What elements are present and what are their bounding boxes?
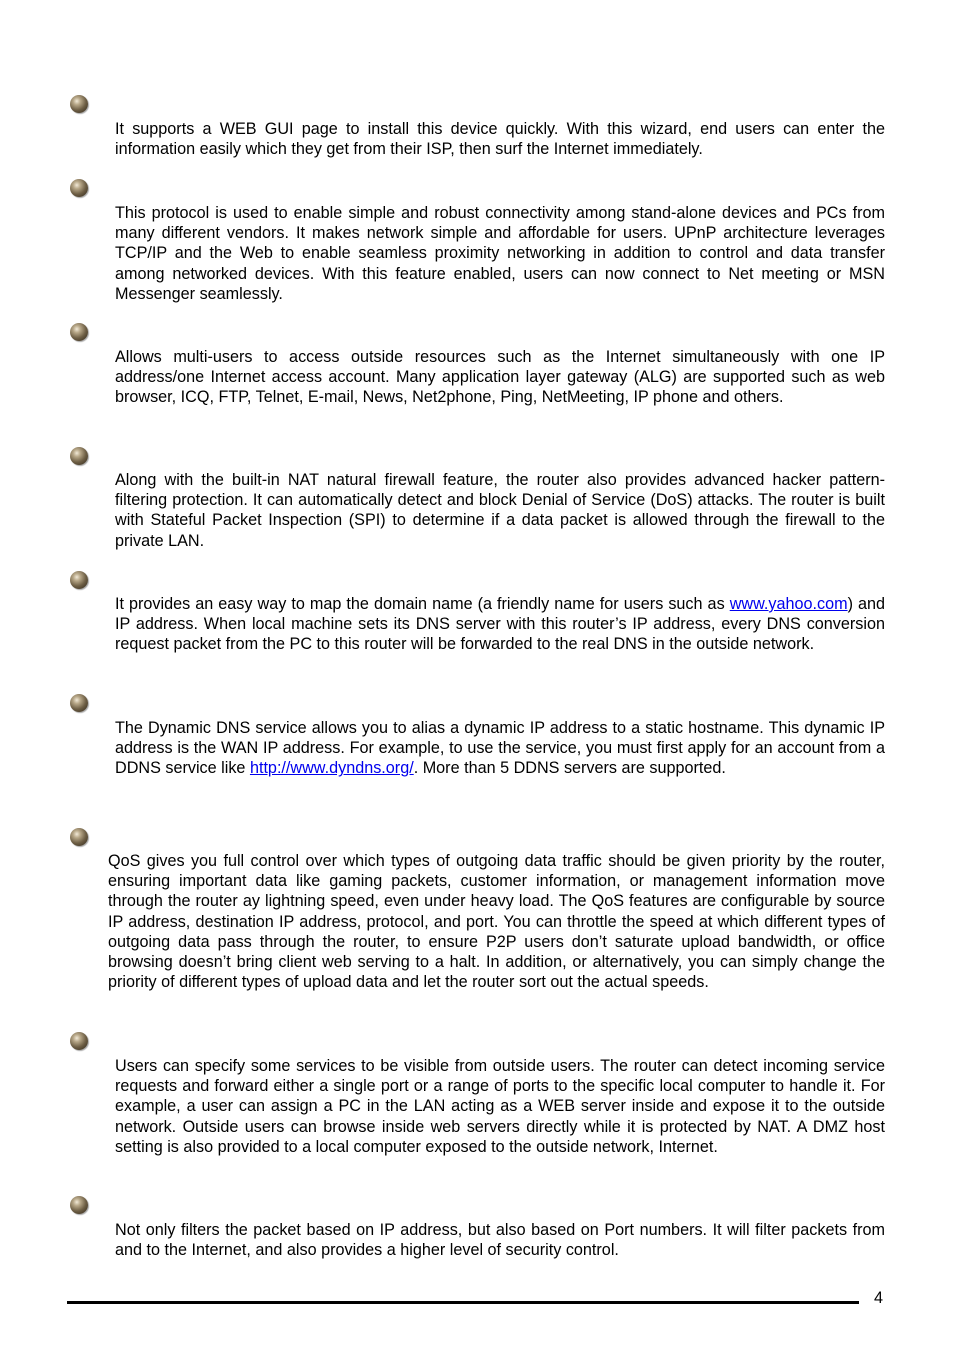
paragraph-nat: Allows multi-users to access outside resources such as the Internet simultaneously with one IP address/one Internet access account. Many application layer gateway (ALG) are supported such as web browser, ICQ, FTP, Telnet, E-mail, News, Net2phone, Ping, NetMeeting, IP phone and others. [115,348,885,407]
bullet-icon [70,95,88,113]
bullet-icon [70,447,88,465]
paragraph-firewall: Along with the built-in NAT natural firewall feature, the router also provides advanced hacker pattern-filtering protection. It can automatically detect and block Denial of Service (DoS) attacks. The router is built with Stateful Packet Inspection (SPI) to determine if a data packet is allowed through the firewall to the private LAN. [115,471,885,550]
bullet-icon [70,323,88,341]
paragraph-ddns [115,718,885,779]
ddns-text-after: . More than 5 DDNS servers are supported. [413,759,726,778]
paragraph-dns-proxy [115,594,885,655]
bullet-icon [70,694,88,712]
bullet-icon [70,1196,88,1214]
paragraph-packet-filter: Not only filters the packet based on IP address, but also based on Port numbers. It will filter packets from and to the Internet, and also provides a higher level of security control. [115,1221,885,1260]
page-number: 4 [874,1289,884,1307]
dns-text-after: ) and IP address. When local machine sets its DNS server with this router’s IP address, every DNS conversion request packet from the PC to this router will be forwarded to the real DNS in the outside network. [115,595,885,654]
footer-rule [67,1301,859,1304]
paragraph-virtual-server: Users can specify some services to be visible from outside users. The router can detect incoming service requests and forward either a single port or a range of ports to the specific local computer to handle it. For example, a user can assign a PC in the LAN acting as a WEB server inside and expose it to the outside network. Outside users can browse inside web servers directly while it is protected by NAT. A DMZ host setting is also provided to a local computer exposed to the outside network, Internet. [115,1057,885,1156]
bullet-icon [70,828,88,846]
paragraph-qos: QoS gives you full control over which types of outgoing data traffic should be given priority by the router, ensuring important data like gaming packets, customer information, or management information move through the router ay lightning speed, even under heavy load. The QoS features are configurable by source IP address, destination IP address, protocol, and port. You can throttle the speed at which different types of outgoing data pass through the router, to ensure P2P users don’t saturate upload bandwidth, or office browsing doesn’t bring client web serving to a halt. In addition, or alternatively, you can simply change the priority of different types of upload data and let the router sort out the actual speeds. [108,852,885,992]
yahoo-link[interactable]: www.yahoo.com [729,595,848,613]
ddns-text-before: The Dynamic DNS service allows you to alias a dynamic IP address to a static hostname. This dynamic IP address is the WAN IP address. For example, to use the service, you must first apply for an account from a DDNS service like [115,719,885,778]
bullet-icon [70,571,88,589]
paragraph-upnp: This protocol is used to enable simple and robust connectivity among stand-alone devices and PCs from many different vendors. It makes network simple and affordable for users. UPnP architecture leverages TCP/IP and the Web to enable seamless proximity networking in addition to control and data transfer among networked devices. With this feature enabled, users can now connect to Net meeting or MSN Messenger seamlessly. [115,204,885,303]
dyndns-link[interactable]: http://www.dyndns.org/ [249,759,414,778]
bullet-icon [70,179,88,197]
dns-text-before: It provides an easy way to map the domain name (a friendly name for users such as [115,595,730,613]
paragraph-setup-wizard: It supports a WEB GUI page to install this device quickly. With this wizard, end users can enter the information easily which they get from their ISP, then surf the Internet immediately. [115,120,885,159]
bullet-icon [70,1032,88,1050]
